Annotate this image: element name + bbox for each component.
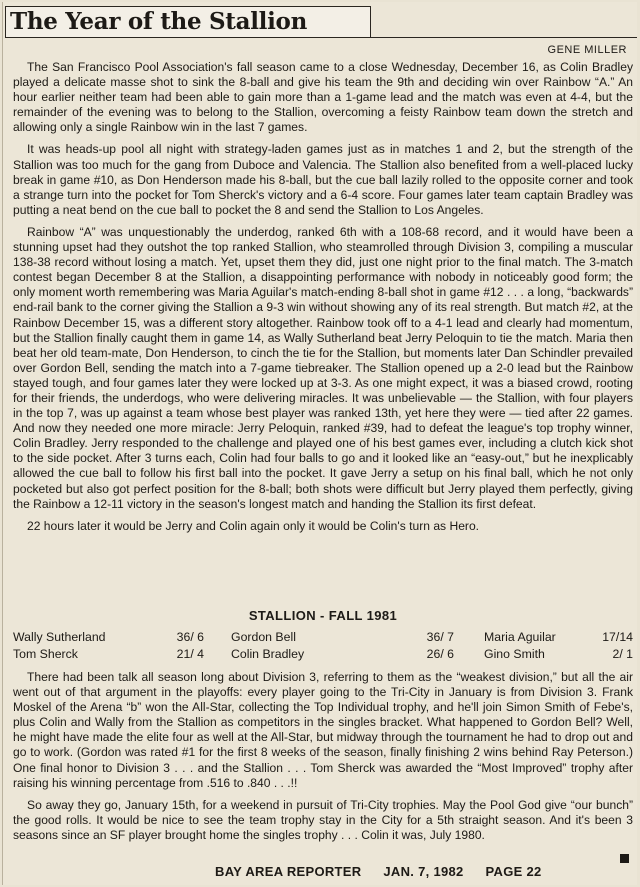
player-record: 2/ 1 — [612, 647, 633, 661]
paragraph: 22 hours later it would be Jerry and Colin again only it would be Colin's turn as Hero. — [27, 518, 480, 533]
end-of-story-mark — [620, 854, 629, 863]
player-record: 21/ 4 — [176, 647, 204, 661]
publication-name: BAY AREA REPORTER — [215, 864, 362, 879]
player-name: Wally Sutherland — [13, 630, 106, 644]
footer — [215, 864, 560, 879]
paragraph: Rainbow “A” was unquestionably the underdog, ranked 6th with a 108-68 record, and it would have been a stunning upset had they outshot the top ranked Stallion, who steamrolled through Division 3, compiling a muscular 138-38 record without losing a match. Yet, upset them they did, just one night prior to the final match. The 3-match contest began December 8 at the Stallion, a disappointing performance with nobody in noticeably good form; the only moment worth remembering was Maria Aguilar's match-ending 8-ball shot in game #12 . . . a long, “backwards” end-rail bank to the corner giving the Stallion a 9-3 win without showing any of its real strength. But match #2, at the Rainbow December 15, was a different story altogether. Rainbow took off to a 4-1 lead and clearly had momentum, but the Stallion finally caught them in game 14, as Wally Sutherland beat Jerry Peloquin to tie the match. Maria then beat her old team-mate, Don Henderson, to cinch the tie for the Stallion, but moments later Dan Schindler prevailed over Gordon Bell, sending the match into a 7-game tiebreaker. The Stallion opened up a 2-0 lead but the Rainbow stayed tough, and four games later they were locked up at 3-3. As one might expect, it was a biased crowd, rooting for their friends, the underdogs, who were delivering miracles. It was unbelievable — the Stallion, with four players in the top 7, was up against a team whose best player was ranked 13th, yet here they were — tied after 22 games. And now they needed one more miracle: Jerry Peloquin, ranked #39, had to defeat the league's top trophy winner, Colin Bradley. Jerry responded to the challenge and played one of his best games ever, including a clutch kick shot to the side pocket. After 3 turns each, Colin had four balls to go and it looked like an “easy-out,” but he inexplicably allowed the cue ball to follow his first ball into the pocket. It gave Jerry a setup on his final ball, which he not only pocketed but also got perfect position for the 8-ball; both shots were difficult but Jerry played them perfectly, giving the Rainbow a 12-11 victory in the season's longest match and handing the Stallion its first defeat. — [13, 224, 633, 511]
player-record: 17/14 — [602, 630, 633, 644]
page-number: PAGE 22 — [485, 864, 542, 879]
player-record: 36/ 6 — [176, 630, 204, 644]
article-body — [13, 60, 633, 541]
paragraph: So away they go, January 15th, for a weekend in pursuit of Tri-City trophies. May the Pool God give “our bunch” the good rolls. It would be nice to see the team trophy stay in the City for a 5th straight season. And it's been 3 seasons since an SF player brought home the singles trophy . . . Colin it was, July 1980. — [13, 797, 633, 842]
player-name: Tom Sherck — [13, 647, 78, 661]
paragraph: There had been talk all season long about Division 3, referring to them as the “weakest division,” but all the air went out of that argument in the playoffs: every player going to the Tri-City in January is from Division 3. Frank Moskel of the Arena “b” won the All-Star, collecting the Top Individual trophy, and he'll join Simon Smith of Febe's, plus Colin and Wally from the Stallion as competitors in the singles bracket. What happened to Gordon Bell? Well, he might have made the elite four as well at the All-Star, but midway through the tournament he had to drop out and go to work. (Gordon was rated #1 for the first 8 weeks of the season, finally finishing 2 wins behind Ray Peterson.) One final honor to Division 3 . . . and the Stallion . . . Tom Sherck was awarded the “Most Improved” trophy after raising his winning percentage from .516 to .840 . . .!! — [13, 670, 633, 790]
stats-grid — [13, 630, 633, 661]
stats-box — [13, 608, 633, 661]
article-body-continued — [13, 670, 633, 850]
newspaper-clipping — [2, 2, 637, 885]
paragraph: It was heads-up pool all night with strategy-laden games just as in matches 1 and 2, but the strength of the Stallion was too much for the gang from Duboce and Valencia. The Stallion also benefited from a well-placed lucky break in game #10, as Don Henderson made his 8-ball, but the cue ball lazily rolled to the opposite corner and took a strange turn into the pocket for Tom Sherck's victory and a 6-4 score. Four games later team captain Bradley was putting a neat bend on the cue ball to pocket the 8 and send the Stallion to Los Angeles. — [13, 142, 633, 217]
player-name: Maria Aguilar — [484, 630, 556, 644]
player-name: Gino Smith — [484, 647, 545, 661]
player-record: 26/ 6 — [426, 647, 454, 661]
stats-title: STALLION - FALL 1981 — [248, 608, 398, 623]
byline: GENE MILLER — [547, 44, 627, 56]
player-name: Gordon Bell — [231, 630, 296, 644]
paragraph: The San Francisco Pool Association's fall season came to a close Wednesday, December 16, as Colin Bradley played a delicate masse shot to sink the 8-ball and give his team the 9th and deciding win over Rainbow “A.” An hour earlier neither team had been able to gain more than a 1-game lead and the match was even at 4-4, but the remainder of the evening was to belong to the Stallion, overcoming a feisty Rainbow team down the stretch and allowing only a single Rainbow win in the last 7 games. — [13, 60, 633, 135]
player-record: 36/ 7 — [426, 630, 454, 644]
publication-date: JAN. 7, 1982 — [383, 864, 464, 879]
headline: The Year of the Stallion — [5, 6, 371, 38]
header-rule — [371, 37, 637, 38]
player-name: Colin Bradley — [231, 647, 305, 661]
